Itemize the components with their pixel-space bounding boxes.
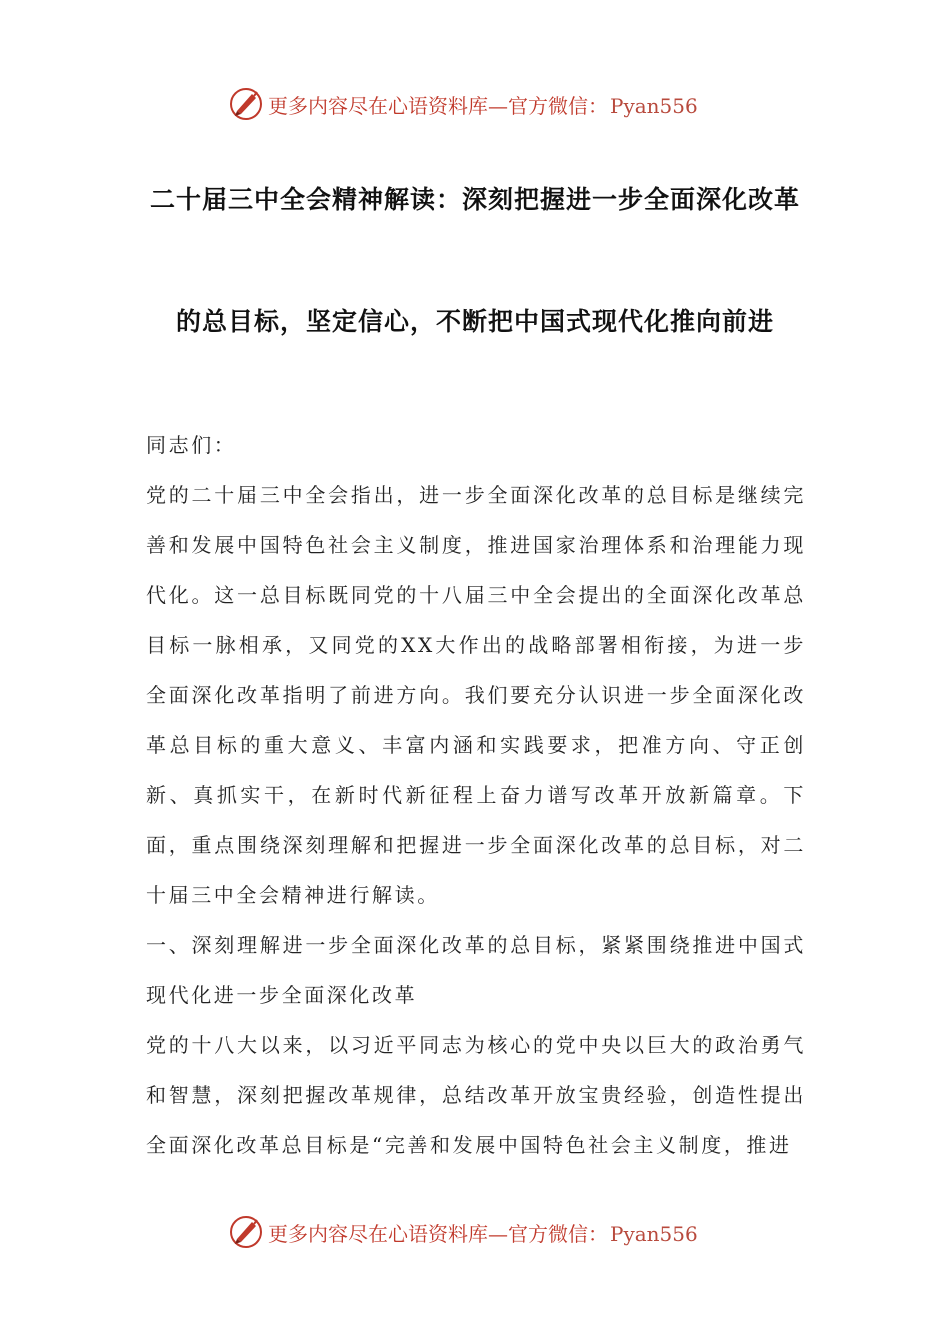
- footer-banner: [228, 1212, 748, 1252]
- wechat-id: Pyan556: [610, 1221, 698, 1246]
- header-banner: [228, 84, 748, 124]
- document-title-line-2: 的总目标，坚定信心，不断把中国式现代化推向前进: [175, 307, 774, 336]
- wechat-id: Pyan556: [610, 93, 698, 118]
- paragraph: 党的二十届三中全会指出，进一步全面深化改革的总目标是继续完善和发展中国特色社会主义制度，推进国家治理体系和治理能力现代化。这一总目标既同党的十八届三中全会提出的全面深化改革总目标一脉相承，又同党的XX大作出的战略部署相衔接，为进一步全面深化改革指明了前进方向。我们要充分认识进一步全面深化改革总目标的重大意义、丰富内涵和实践要求，把准方向、守正创新、真抓实干，在新时代新征程上奋力谱写改革开放新篇章。下面，重点围绕深刻理解和把握进一步全面深化改革的总目标，对二十届三中全会精神进行解读。: [146, 483, 806, 907]
- document-body: [146, 420, 806, 1170]
- pen-logo-icon: [228, 1214, 264, 1250]
- greeting: 同志们：: [146, 433, 237, 457]
- banner-text: 更多内容尽在心语资料库—官方微信： Pyan556: [268, 1221, 698, 1246]
- pen-logo-icon: [228, 86, 264, 122]
- paragraph: 党的十八大以来，以习近平同志为核心的党中央以巨大的政治勇气和智慧，深刻把握改革规律，总结改革开放宝贵经验，创造性提出全面深化改革总目标是“完善和发展中国特色社会主义制度，推进: [146, 1033, 806, 1157]
- banner-text: 更多内容尽在心语资料库—官方微信： Pyan556: [268, 93, 698, 118]
- section-heading: 一、深刻理解进一步全面深化改革的总目标，紧紧围绕推进中国式现代化进一步全面深化改革: [146, 933, 806, 1007]
- document-title-line-1: 二十届三中全会精神解读：深刻把握进一步全面深化改革: [149, 185, 800, 214]
